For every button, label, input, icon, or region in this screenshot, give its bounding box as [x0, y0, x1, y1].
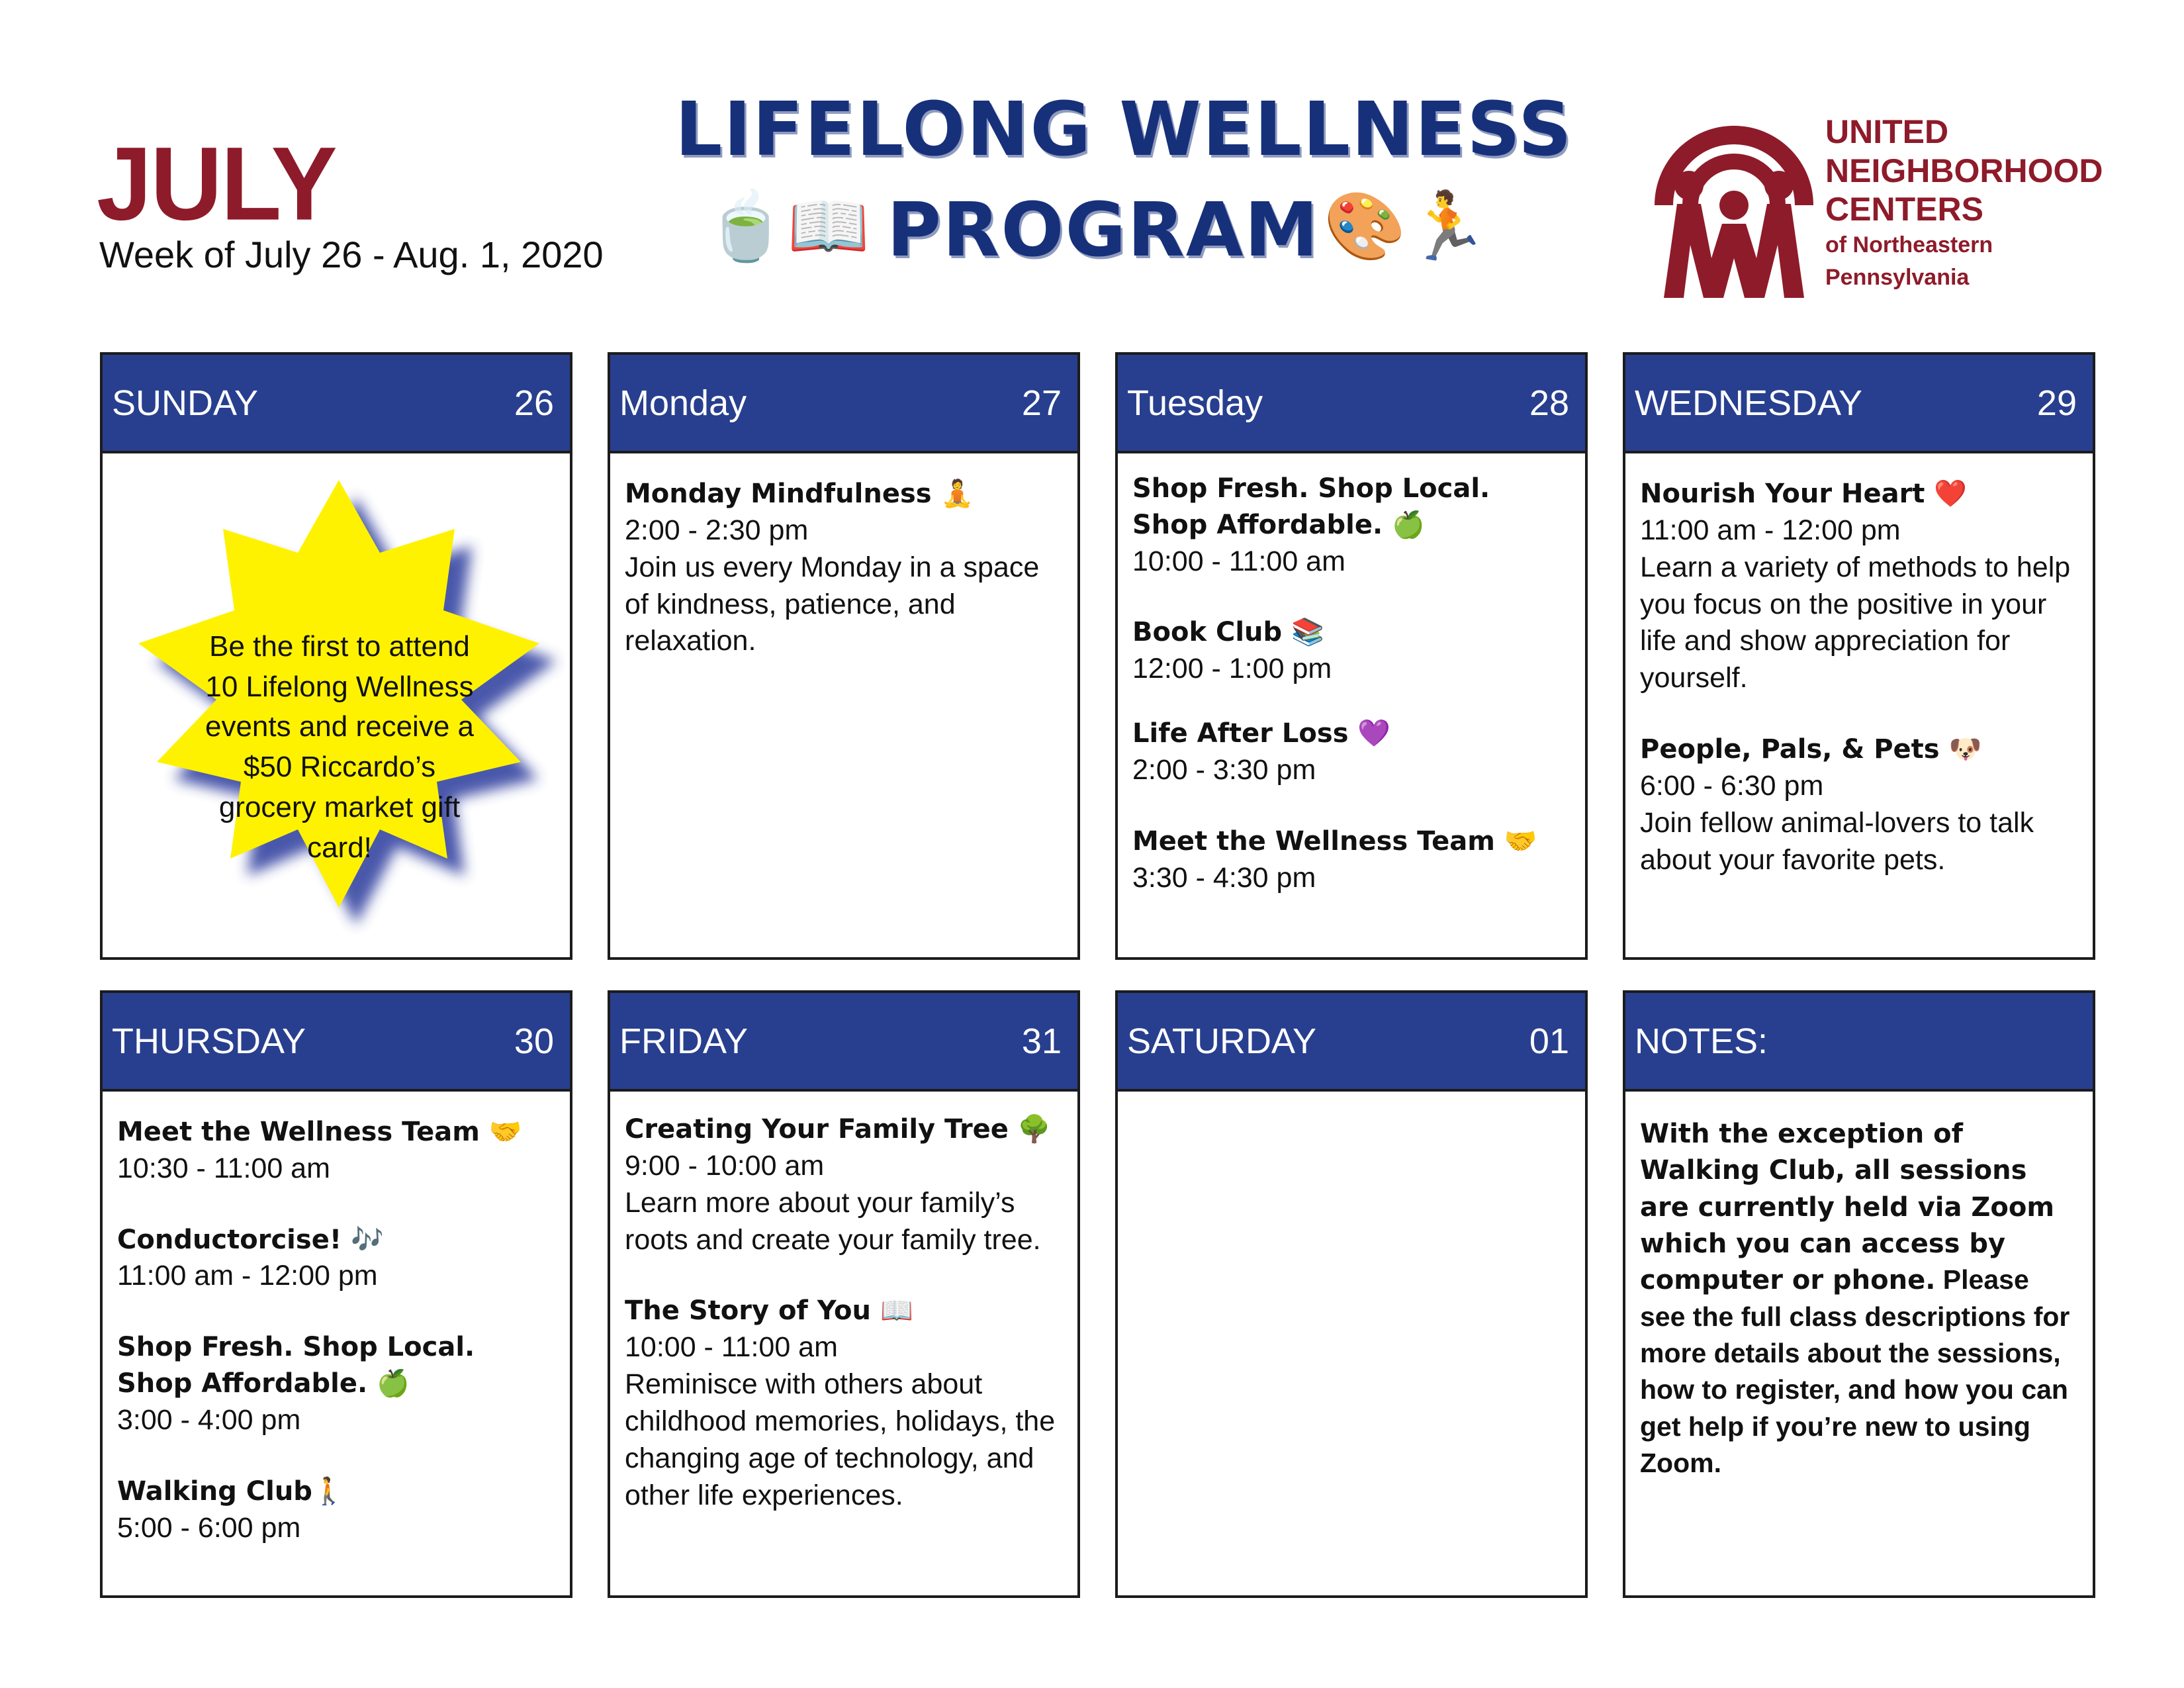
day-body: [610, 1092, 1077, 1515]
day-date: 30: [514, 1021, 554, 1061]
event-time: 10:00 - 11:00 am: [1132, 545, 1345, 577]
month-title: JULY: [97, 124, 336, 242]
day-date: 27: [1021, 383, 1062, 423]
event: [117, 1222, 555, 1295]
day-date: 01: [1529, 1021, 1569, 1061]
event-title: Monday Mindfulness 🧘: [625, 479, 974, 509]
logo-line: of Northeastern: [1825, 232, 1993, 258]
event-title: The Story of You 📖: [625, 1295, 913, 1327]
event-description: Reminisce with others about childhood memories, holidays, the changing age of technology, and other life experiences.: [625, 1368, 1056, 1511]
event: [625, 1111, 1063, 1258]
uncnepa-logo-icon: [1648, 106, 1820, 298]
day-name: THURSDAY: [112, 1021, 306, 1061]
day-header: [610, 355, 1077, 453]
event-time: 11:00 am - 12:00 pm: [1640, 514, 1901, 546]
event-title: Life After Loss 💜: [1132, 718, 1391, 749]
event: [117, 1474, 555, 1547]
event-time: 12:00 - 1:00 pm: [1132, 653, 1332, 685]
notes-body: [1625, 1092, 2093, 1481]
day-card-friday: [608, 990, 1080, 1598]
event-time: 2:00 - 3:30 pm: [1132, 753, 1316, 786]
day-body: [1118, 453, 1585, 897]
event: [1132, 716, 1570, 789]
event-title: Meet the Wellness Team 🤝: [1132, 825, 1537, 857]
palette-runner-icon: 🎨🏃: [1324, 187, 1489, 265]
logo-line: CENTERS: [1825, 191, 1983, 228]
week-range: Week of July 26 - Aug. 1, 2020: [99, 234, 604, 275]
event-time: 9:00 - 10:00 am: [625, 1149, 825, 1182]
day-header: [103, 355, 570, 453]
day-name: SUNDAY: [112, 383, 259, 423]
day-card-sunday: [100, 352, 572, 960]
uncnepa-logo-text: [1825, 113, 2103, 294]
event-title: People, Pals, & Pets 🐶: [1640, 734, 1982, 765]
day-date: 26: [514, 383, 554, 423]
event-time: 3:30 - 4:30 pm: [1132, 861, 1316, 894]
day-card-tuesday: [1115, 352, 1588, 960]
event: [117, 1114, 555, 1188]
event: [117, 1329, 555, 1438]
program-title-line2: PROGRAM: [887, 187, 1320, 273]
event: [1132, 471, 1570, 580]
event-title: Nourish Your Heart ❤️: [1640, 479, 1968, 509]
event-time: 2:00 - 2:30 pm: [625, 514, 809, 546]
event-time: 6:00 - 6:30 pm: [1640, 770, 1824, 802]
event: [1640, 476, 2078, 697]
event-time: 5:00 - 6:00 pm: [117, 1511, 301, 1544]
day-header: [1118, 993, 1585, 1092]
event-title: Creating Your Family Tree 🌳: [625, 1114, 1051, 1145]
notes-card: [1623, 990, 2095, 1598]
event-description: Learn more about your family’s roots and create your family tree.: [625, 1186, 1041, 1256]
event: [1132, 823, 1570, 897]
event-title: Meet the Wellness Team 🤝: [117, 1117, 522, 1147]
event-description: Join us every Monday in a space of kindness, patience, and relaxation.: [625, 551, 1040, 657]
day-card-thursday: [100, 990, 572, 1598]
event: [1640, 731, 2078, 878]
day-header: [1625, 355, 2093, 453]
program-title-line1: LIFELONG WELLNESS: [675, 87, 1573, 173]
day-name: Tuesday: [1127, 383, 1263, 423]
day-body: [1118, 1092, 1585, 1114]
notes-bold-text: With the exception of Walking Club, all sessions are currently held via Zoom which you can access by computer or phone.: [1640, 1119, 2055, 1296]
day-name: Monday: [619, 383, 747, 423]
day-name: FRIDAY: [619, 1021, 749, 1061]
notes-text: Please see the full class descriptions for more details about the sessions, how to register, and how you can get help if you’re new to using Zoom.: [1640, 1264, 2070, 1479]
day-name: WEDNESDAY: [1635, 383, 1863, 423]
day-card-monday: [608, 352, 1080, 960]
event-title: Book Club 📚: [1132, 617, 1324, 648]
day-date: 31: [1021, 1021, 1062, 1061]
notes-title: NOTES:: [1635, 1021, 1768, 1061]
event-time: 10:30 - 11:00 am: [117, 1152, 330, 1184]
event-time: 10:00 - 11:00 am: [625, 1331, 838, 1364]
notes-header: [1625, 993, 2093, 1092]
event-title: Walking Club🚶: [117, 1476, 345, 1507]
event-time: 11:00 am - 12:00 pm: [117, 1260, 378, 1292]
tea-book-icon: 🍵📖: [705, 187, 870, 265]
day-card-saturday: [1115, 990, 1588, 1598]
day-body: [1625, 453, 2093, 879]
logo-line: Pennsylvania: [1825, 264, 1970, 290]
event-title: Conductorcise! 🎶: [117, 1224, 384, 1255]
event: [1132, 614, 1570, 688]
event-title: Shop Fresh. Shop Local. Shop Affordable. 🍏: [1132, 473, 1490, 540]
logo-line: UNITED: [1825, 113, 1949, 150]
event-time: 3:00 - 4:00 pm: [117, 1403, 301, 1436]
day-name: SATURDAY: [1127, 1021, 1317, 1061]
logo-line: NEIGHBORHOOD: [1825, 152, 2103, 189]
day-header: [610, 993, 1077, 1092]
promo-text: Be the first to attend 10 Lifelong Wellness events and receive a $50 Riccardo’s grocery market gift card!: [205, 630, 475, 864]
event: [625, 1293, 1063, 1514]
event-description: Join fellow animal-lovers to talk about your favorite pets.: [1640, 806, 2034, 876]
day-header: [103, 993, 570, 1092]
day-date: 29: [2036, 383, 2077, 423]
event-title: Shop Fresh. Shop Local. Shop Affordable. 🍏: [117, 1332, 475, 1399]
event: [625, 476, 1063, 660]
day-body: [103, 1092, 570, 1547]
day-header: [1118, 355, 1585, 453]
event-description: Learn a variety of methods to help you focus on the positive in your life and show appreciation for yourself.: [1640, 551, 2071, 694]
day-body: [610, 453, 1077, 660]
day-card-wednesday: [1623, 352, 2095, 960]
day-date: 28: [1529, 383, 1569, 423]
